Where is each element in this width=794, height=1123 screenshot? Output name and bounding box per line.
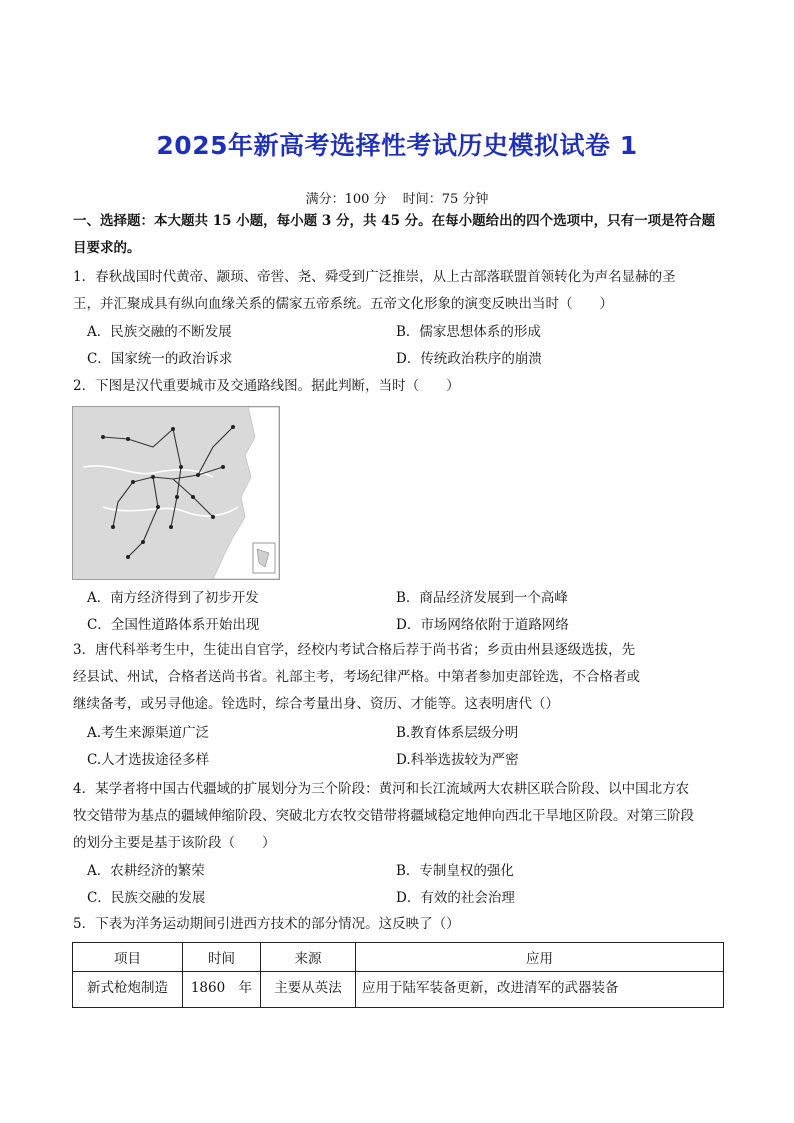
q2-option-b[interactable]: B．商品经济发展到一个高峰 [396,590,568,606]
full-score: 满分：100 分 [305,192,387,207]
table-header-cell: 来源 [261,943,356,972]
section-header [73,208,733,262]
q1-line-2: 王，并汇聚成具有纵向血缘关系的儒家五帝系统。五帝文化形象的演变反映出当时（ ） [73,296,613,312]
q1-option-b[interactable]: B．儒家思想体系的形成 [396,324,541,340]
question-4 [73,776,733,857]
q2-line-1: 2．下图是汉代重要城市及交通路线图。据此判断，当时（ ） [73,378,460,394]
q4-option-a[interactable]: A．农耕经济的繁荣 [87,863,205,879]
table-row [73,972,724,1008]
han-dynasty-map [72,406,280,580]
q1-option-d[interactable]: D．传统政治秩序的崩溃 [396,351,542,367]
q4-option-c[interactable]: C．民族交融的发展 [87,890,206,906]
q3-option-c[interactable]: C.人才选拔途径多样 [87,752,210,768]
q2-option-a[interactable]: A．南方经济得到了初步开发 [87,590,259,606]
question-3 [73,637,733,718]
q4-line-3: 的划分主要是基于该阶段（ ） [73,835,276,851]
map-graphic [73,407,279,579]
q4-option-b[interactable]: B．专制皇权的强化 [396,863,514,879]
q1-option-a[interactable]: A．民族交融的不断发展 [87,324,232,340]
question-1 [73,264,733,318]
exam-title: 2025年新高考选择性考试历史模拟试卷 1 [156,131,638,160]
q3-line-1: 3．唐代科举考生中，生徒出自官学，经校内考试合格后荐于尚书省；乡贡由州县逐级选拔，先 [73,642,636,658]
table-header-cell: 项目 [73,943,183,972]
q2-option-c[interactable]: C．全国性道路体系开始出现 [87,617,260,633]
section-line-1: 一、选择题：本大题共 15 小题，每小题 3 分，共 45 分。在每小题给出的四个选项中，只有一项是符合题 [73,213,716,229]
exam-time: 时间：75 分钟 [402,192,489,207]
q1-line-1: 1．春秋战国时代黄帝、颛顼、帝喾、尧、舜受到广泛推崇，从上古部落联盟首领转化为声名显赫的圣 [73,269,676,285]
q5-line-1: 5．下表为洋务运动期间引进西方技术的部分情况。这反映了（） [73,916,460,932]
table-header-cell: 时间 [183,943,261,972]
table-cell: 新式枪炮制造 [73,972,183,1008]
question-2 [73,373,733,400]
q3-option-a[interactable]: A.考生来源渠道广泛 [87,725,210,741]
q4-option-d[interactable]: D．有效的社会治理 [396,890,515,906]
section-line-2: 目要求的。 [73,240,141,256]
q3-line-3: 继续备考，或另寻他途。铨选时，综合考量出身、资历、才能等。这表明唐代（） [73,696,559,712]
q5-table [72,942,724,1008]
table-cell: 主要从英法 [261,972,356,1008]
q3-line-2: 经县试、州试，合格者送尚书省。礼部主考，考场纪律严格。中第者参加吏部铨选，不合格者或 [73,669,640,685]
q4-line-2: 牧交错带为基点的疆域伸缩阶段、突破北方农牧交错带将疆域稳定地伸向西北干旱地区阶段。对第三阶段 [73,808,694,824]
table-header-cell: 应用 [356,943,724,972]
q1-option-c[interactable]: C．国家统一的政治诉求 [87,351,233,367]
table-cell: 应用于陆军装备更新，改进清军的武器装备 [356,972,724,1008]
table-header-row [73,943,724,972]
exam-meta [0,188,794,207]
table-cell: 1860 年 [183,972,261,1008]
q3-option-b[interactable]: B.教育体系层级分明 [396,725,519,741]
q4-line-1: 4．某学者将中国古代疆域的扩展划分为三个阶段：黄河和长江流域两大农耕区联合阶段、以中国北方农 [73,781,690,797]
q2-option-d[interactable]: D．市场网络依附于道路网络 [396,617,569,633]
question-5 [73,911,733,938]
q3-option-d[interactable]: D.科举选拔较为严密 [396,752,519,768]
